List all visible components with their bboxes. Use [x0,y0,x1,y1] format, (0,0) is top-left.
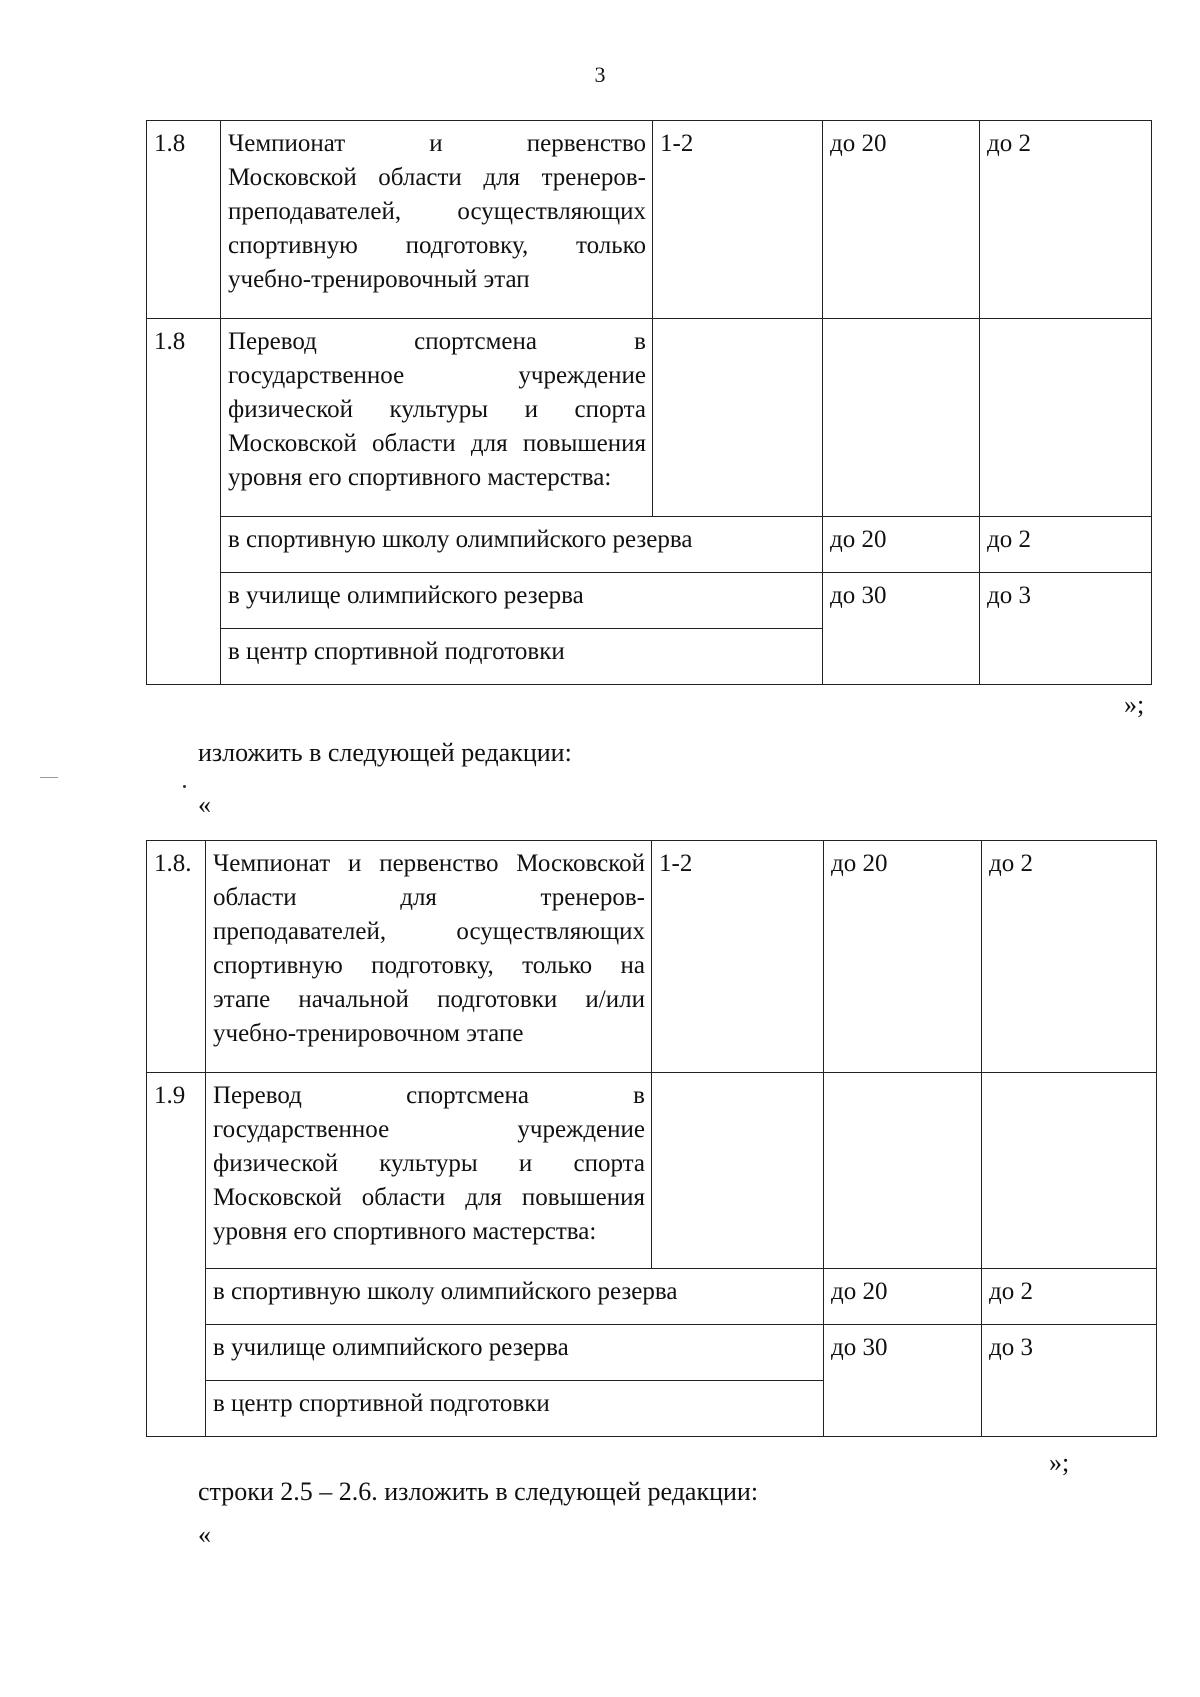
value-cell: до 20 [823,517,980,573]
opening-quote: « [198,790,211,819]
sub-row-text: в училище олимпийского резерва [206,1325,824,1381]
sub-row-text: в центр спортивной подготовки [206,1381,824,1437]
value-cell: до 20 [824,1269,982,1325]
value-cell: до 30 [824,1325,982,1437]
sub-row-text: в училище олимпийского резерва [221,573,823,629]
empty-cell [982,1073,1157,1269]
value-cell: до 20 [824,841,982,1073]
instruction-text: строки 2.5 – 2.6. изложить в следующей редакции: [198,1477,759,1506]
closing-quote: »; [1124,690,1145,719]
empty-cell [653,319,823,517]
row-number: 1.8 [147,121,221,319]
table-row [147,573,1152,629]
page-number: 3 [594,62,606,87]
value-cell: до 2 [980,517,1152,573]
value-cell: до 30 [823,573,980,685]
empty-cell [652,1073,824,1269]
original-table [146,120,1152,685]
places-cell: 1-2 [652,841,824,1073]
row-description: Чемпионат и первенство Московской области для тренеров- преподавателей, осуществляющих спортивную подготовку, только на этапе начальной подготовки и/или учебно-тренировочном этапе [206,841,652,1073]
empty-cell [823,319,980,517]
empty-cell [824,1073,982,1269]
row-number: 1.8. [147,841,206,1073]
row-number: 1.9 [147,1073,206,1437]
sub-row-text: в спортивную школу олимпийского резерва [221,517,823,573]
row-number: 1.8 [147,319,221,685]
value-cell: до 2 [980,121,1152,319]
empty-cell [980,319,1152,517]
instruction-text: изложить в следующей редакции: [198,738,572,767]
scan-speck [183,785,186,788]
table-row [147,841,1157,1073]
value-cell: до 3 [980,573,1152,685]
value-cell: до 2 [982,841,1157,1073]
row-description: Чемпионат и первенство Московской области для тренеров- преподавателей, осуществляющих спортивную подготовку, только учебно-тренировочный этап [221,121,653,319]
sub-row-text: в центр спортивной подготовки [221,629,823,685]
table-row [147,121,1152,319]
table-row [147,319,1152,517]
table-row [147,1073,1157,1269]
closing-quote: »; [1049,1448,1070,1477]
opening-quote: « [198,1520,211,1549]
sub-row-text: в спортивную школу олимпийского резерва [206,1269,824,1325]
row-description: Перевод спортсмена в государственное учреждение физической культуры и спорта Московской области для повышения уровня его спортивного мастерства: [221,319,653,517]
revised-table [146,840,1157,1437]
table-row [147,517,1152,573]
row-description: Перевод спортсмена в государственное учреждение физической культуры и спорта Московской области для повышения уровня его спортивного мастерства: [206,1073,652,1269]
table-row [147,1325,1157,1381]
value-cell: до 3 [982,1325,1157,1437]
value-cell: до 2 [982,1269,1157,1325]
table-row [147,1269,1157,1325]
places-cell: 1-2 [653,121,823,319]
value-cell: до 20 [823,121,980,319]
margin-mark [40,777,58,778]
